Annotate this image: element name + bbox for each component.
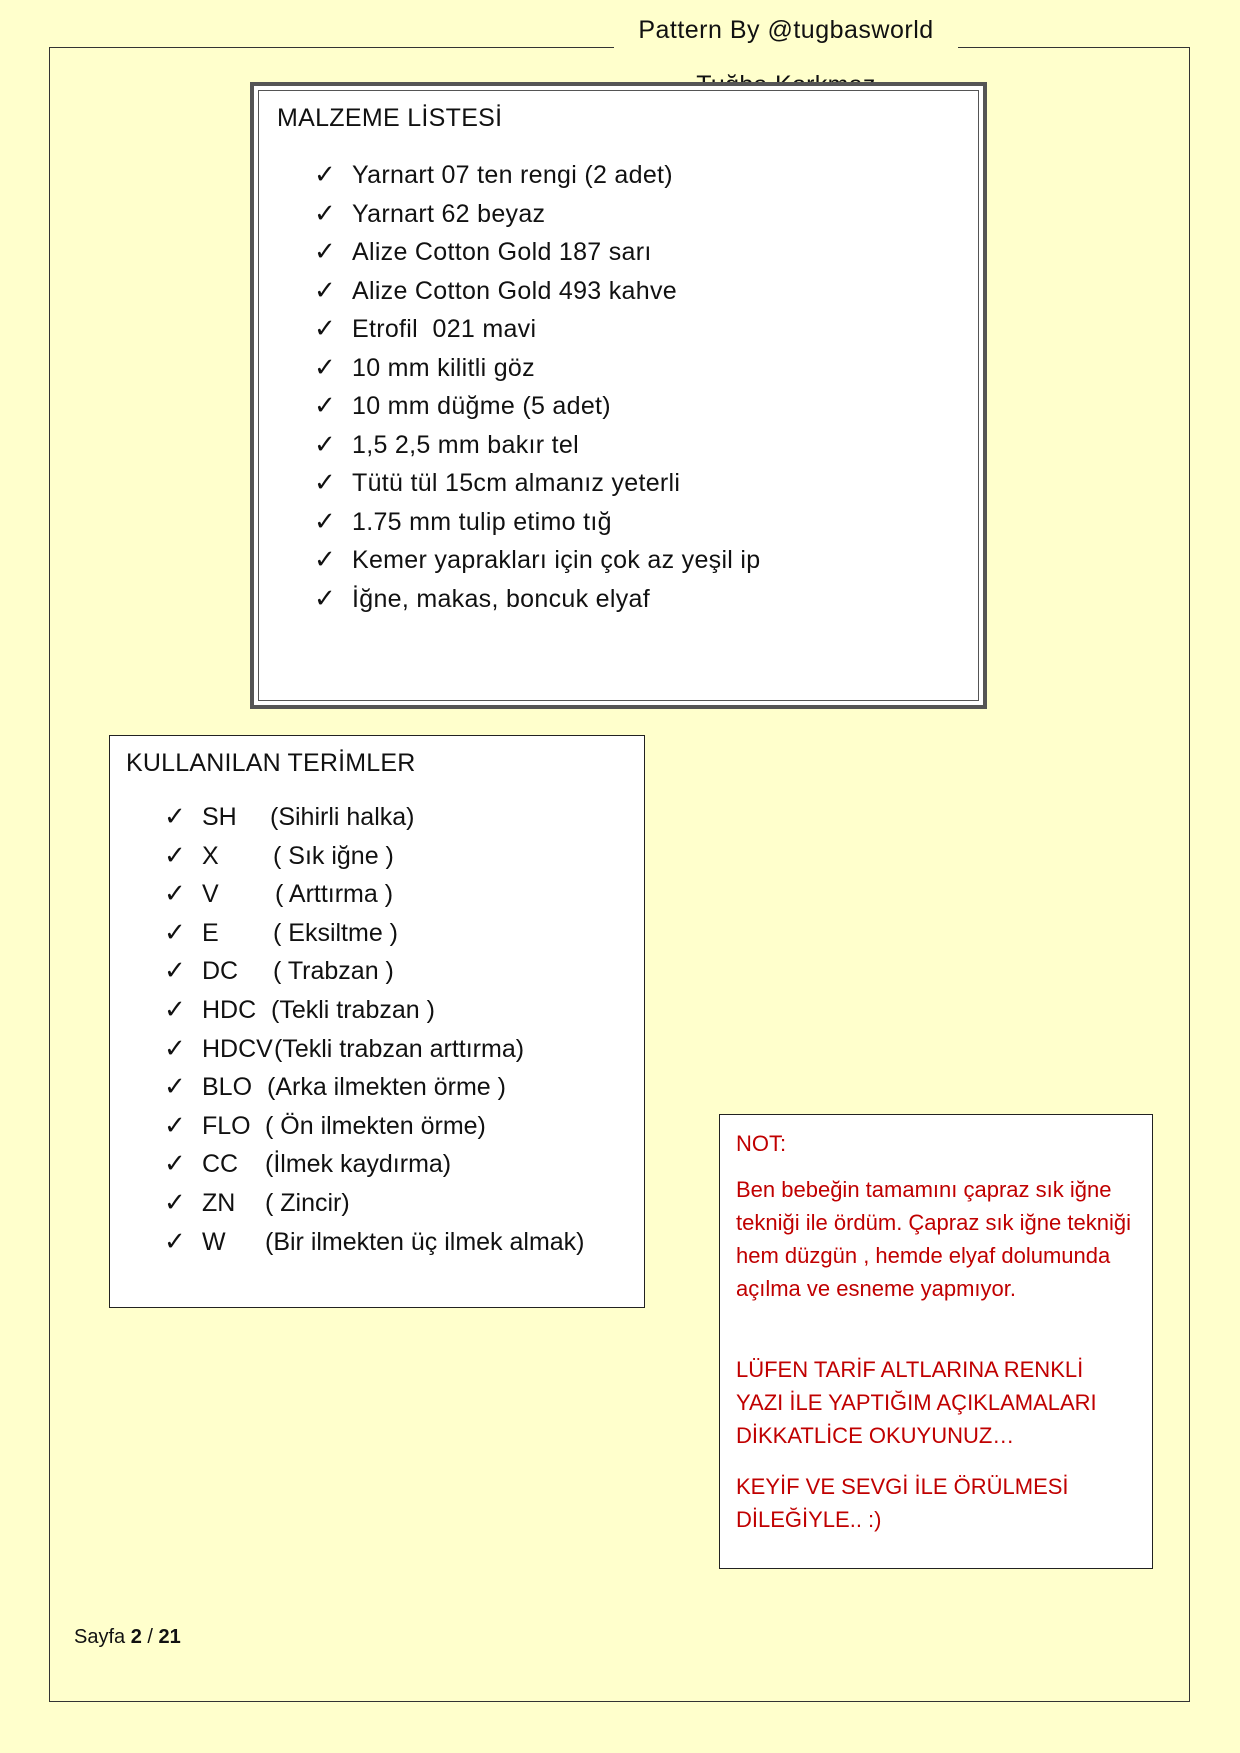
list-item: ✓ Etrofil 021 mavi	[314, 310, 760, 349]
list-item	[164, 1223, 585, 1262]
checkmark-icon: ✓	[314, 237, 337, 267]
list-item	[164, 837, 394, 876]
materials-list	[314, 156, 760, 618]
header-pattern-by: Pattern By @tugbasworld	[638, 16, 934, 44]
list-item: ✓ Tütü tül 15cm almanız yeterli	[314, 464, 760, 503]
term-abbr: SH	[202, 803, 237, 831]
materials-title: MALZEME LİSTESİ	[277, 104, 503, 132]
terms-box	[109, 735, 645, 1308]
list-item	[164, 991, 435, 1030]
list-item: ✓ İğne, makas, boncuk elyaf	[314, 580, 760, 619]
term-desc: (Arka ilmekten örme )	[267, 1073, 506, 1102]
list-item: ✓ Yarnart 07 ten rengi (2 adet)	[314, 156, 760, 195]
term-abbr: V	[202, 880, 219, 909]
term-abbr: HDCV	[202, 1034, 273, 1063]
checkmark-icon: ✓	[314, 352, 337, 383]
term-desc: ( Sık iğne )	[273, 841, 394, 870]
list-item	[164, 875, 394, 914]
checkmark-icon: ✓	[164, 1187, 186, 1218]
note-warning: LÜFEN TARİF ALTLARINA RENKLİ YAZI İLE YAPTIĞIM AÇIKLAMALARI DİKKATLİCE OKUYUNUZ…	[736, 1357, 1097, 1448]
list-item	[164, 1145, 452, 1184]
term-abbr: CC	[202, 1150, 239, 1179]
checkmark-icon: ✓	[164, 879, 186, 910]
term-abbr: HDC	[202, 995, 257, 1024]
note-title: NOT:	[736, 1131, 787, 1156]
checkmark-icon: ✓	[164, 994, 186, 1025]
checkmark-icon: ✓	[314, 391, 337, 421]
page-number: Sayfa 2 / 21	[74, 1626, 181, 1648]
checkmark-icon: ✓	[314, 506, 337, 537]
note-paragraph: Ben bebeğin tamamını çapraz sık iğne tekniği ile ördüm. Çapraz sık iğne tekniği hem düzgün , hemde elyaf dolumunda açılma ve esneme yapmıyor.	[736, 1177, 1131, 1301]
list-item: ✓ Alize Cotton Gold 187 sarı	[314, 233, 760, 272]
term-desc: ( Arttırma )	[275, 880, 394, 909]
term-abbr: W	[202, 1227, 226, 1256]
checkmark-icon: ✓	[164, 956, 186, 987]
list-item	[164, 1030, 525, 1069]
checkmark-icon: ✓	[164, 917, 186, 948]
term-desc: (İlmek kaydırma)	[265, 1150, 452, 1179]
checkmark-icon: ✓	[164, 1149, 186, 1180]
list-item: ✓ Yarnart 62 beyaz	[314, 195, 760, 234]
checkmark-icon: ✓	[314, 545, 337, 575]
checkmark-icon: ✓	[314, 583, 337, 614]
checkmark-icon: ✓	[314, 275, 337, 306]
list-item: ✓ 1,5 2,5 mm bakır tel	[314, 426, 760, 465]
terms-list	[164, 798, 585, 1261]
terms-title: KULLANILAN TERİMLER	[126, 749, 416, 777]
checkmark-icon: ✓	[164, 802, 186, 832]
list-item	[164, 914, 398, 953]
list-item: ✓ 1.75 mm tulip etimo tığ	[314, 503, 760, 542]
list-item	[164, 1068, 506, 1107]
checkmark-icon: ✓	[314, 160, 337, 190]
list-item: ✓ Alize Cotton Gold 493 kahve	[314, 272, 760, 311]
term-desc: ( Zincir)	[265, 1188, 350, 1217]
list-item	[164, 798, 415, 837]
term-abbr: BLO	[202, 1073, 253, 1102]
checkmark-icon: ✓	[164, 1226, 186, 1257]
checkmark-icon: ✓	[164, 1033, 186, 1064]
list-item: ✓ 10 mm düğme (5 adet)	[314, 387, 760, 426]
term-desc: (Sihirli halka)	[270, 803, 415, 831]
term-desc: (Tekli trabzan arttırma)	[274, 1034, 525, 1063]
list-item	[164, 952, 394, 991]
note-wish: KEYİF VE SEVGİ İLE ÖRÜLMESİ DİLEĞİYLE.. :)	[736, 1474, 1069, 1532]
checkmark-icon: ✓	[314, 468, 337, 498]
list-item	[164, 1107, 486, 1146]
checkmark-icon: ✓	[314, 198, 337, 229]
term-abbr: E	[202, 918, 219, 947]
materials-list-box	[250, 82, 987, 709]
term-desc: ( Ön ilmekten örme)	[265, 1111, 486, 1140]
checkmark-icon: ✓	[314, 314, 337, 344]
term-abbr: FLO	[202, 1111, 251, 1140]
list-item: ✓ 10 mm kilitli göz	[314, 349, 760, 388]
term-desc: (Tekli trabzan )	[271, 995, 435, 1024]
list-item	[164, 1184, 350, 1223]
list-item: ✓ Kemer yaprakları için çok az yeşil ip	[314, 541, 760, 580]
checkmark-icon: ✓	[314, 429, 337, 460]
checkmark-icon: ✓	[164, 840, 186, 871]
checkmark-icon: ✓	[164, 1072, 186, 1103]
term-abbr: X	[202, 841, 219, 870]
checkmark-icon: ✓	[164, 1110, 186, 1141]
note-box	[719, 1114, 1153, 1569]
term-desc: (Bir ilmekten üç ilmek almak)	[265, 1227, 585, 1256]
term-abbr: DC	[202, 957, 239, 986]
term-desc: ( Trabzan )	[273, 957, 394, 986]
term-desc: ( Eksiltme )	[273, 918, 398, 947]
term-abbr: ZN	[202, 1188, 236, 1217]
